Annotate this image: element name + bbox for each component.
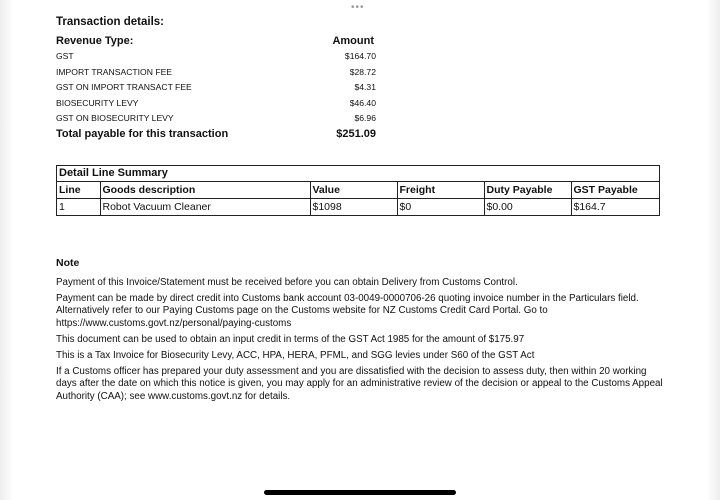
column-header-duty-payable: Duty Payable <box>484 182 571 199</box>
cell-value: $1098 <box>310 199 397 216</box>
total-amount: $251.09 <box>336 127 376 140</box>
note-paragraph: If a Customs officer has prepared your duty assessment and you are dissatisfied with the decision to assess duty, then within 20 working days after the date on which this notice is given, you may apply for an administrative review of the decision or appeal to the Customs Appeal Authority (CAA); see www.customs.govt.nz for details. <box>56 366 663 402</box>
revenue-label: BIOSECURITY LEVY <box>56 97 139 108</box>
note-paragraph: Payment can be made by direct credit into Customs bank account 03-0049-0000706-26 quoting invoice number in the Particulars field. Alternatively refer to our Paying Customs page on the Customs website for NZ Customs Credit Card Portal. Go to https://www.customs.govt.nz/personal/paying-customs <box>56 293 639 329</box>
column-header-value: Value <box>310 182 397 199</box>
revenue-row <box>56 80 376 96</box>
column-header-gst-payable: GST Payable <box>571 182 659 199</box>
revenue-amount: $6.96 <box>354 113 376 124</box>
revenue-header-row <box>56 34 376 49</box>
cell-goods-description: Robot Vacuum Cleaner <box>100 199 310 216</box>
more-dots-icon[interactable]: ••• <box>351 2 365 13</box>
revenue-row <box>56 96 376 112</box>
note-title: Note <box>56 257 80 269</box>
cell-duty-payable: $0.00 <box>484 199 571 216</box>
total-label: Total payable for this transaction <box>56 127 229 140</box>
column-header-line: Line <box>57 182 100 199</box>
cell-line: 1 <box>57 199 100 216</box>
column-header-freight: Freight <box>397 182 484 199</box>
revenue-type-header: Revenue Type: <box>56 35 134 47</box>
revenue-amount: $28.72 <box>349 66 376 77</box>
note-section <box>56 257 666 407</box>
revenue-label: IMPORT TRANSACTION FEE <box>56 66 173 77</box>
note-paragraph: Payment of this Invoice/Statement must be received before you can obtain Delivery from Customs Control. <box>56 277 518 288</box>
detail-summary-title: Detail Line Summary <box>57 166 659 182</box>
total-row <box>56 127 376 143</box>
revenue-label: GST <box>56 51 74 61</box>
page-edge-shadow-right <box>706 0 720 500</box>
transaction-details-title: Transaction details: <box>56 16 165 28</box>
revenue-row <box>56 65 376 81</box>
page-edge-shadow-left <box>0 0 14 500</box>
revenue-row <box>56 49 376 65</box>
revenue-amount: $164.70 <box>344 51 376 61</box>
detail-line-summary <box>56 165 660 216</box>
table-row <box>57 199 659 216</box>
note-paragraph: This document can be used to obtain an input credit in terms of the GST Act 1985 for the amount of $175.97 <box>56 333 525 345</box>
home-indicator[interactable] <box>264 490 456 495</box>
revenue-amount: $46.40 <box>349 97 376 108</box>
revenue-row <box>56 111 376 127</box>
detail-header-row <box>57 182 659 199</box>
revenue-label: GST ON BIOSECURITY LEVY <box>56 113 174 124</box>
cell-freight: $0 <box>397 199 484 216</box>
revenue-table <box>56 34 376 143</box>
revenue-label: GST ON IMPORT TRANSACT FEE <box>56 82 192 93</box>
detail-table <box>57 182 659 215</box>
note-paragraph: This is a Tax Invoice for Biosecurity Levy, ACC, HPA, HERA, PFML, and SGG levies under S60 of the GST Act <box>56 350 535 362</box>
revenue-amount: $4.31 <box>354 82 376 93</box>
amount-header: Amount <box>332 35 374 47</box>
cell-gst-payable: $164.7 <box>573 201 606 213</box>
column-header-goods-description: Goods description <box>100 182 310 199</box>
